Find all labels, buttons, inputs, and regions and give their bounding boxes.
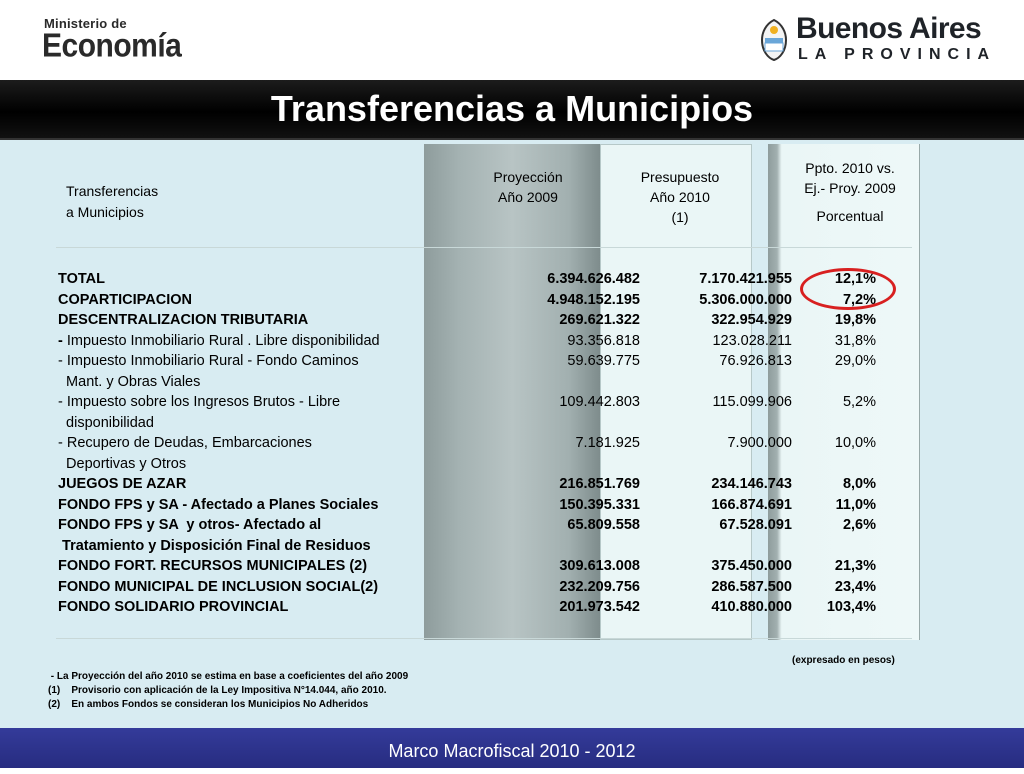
- row-value-proyeccion: 4.948.152.195: [547, 292, 640, 308]
- province-logo-subtitle: LA PROVINCIA: [798, 46, 997, 63]
- header-divider: [56, 247, 912, 248]
- row-value-proyeccion: 201.973.542: [559, 599, 640, 615]
- table-row: [58, 290, 878, 311]
- row-value-proyeccion: 59.639.775: [567, 353, 640, 369]
- row-label: - Recupero de Deudas, Embarcaciones: [58, 435, 312, 451]
- row-label-text: Impuesto Inmobiliario Rural . Libre disponibilidad: [66, 333, 380, 349]
- row-value-porcentual: 19,8%: [834, 312, 876, 328]
- row-label-continuation: Tratamiento y Disposición Final de Residuos: [58, 538, 371, 554]
- row-value-porcentual: 103,4%: [826, 599, 876, 615]
- footnote: (2) En ambos Fondos se consideran los Municipios No Adheridos: [48, 699, 369, 710]
- row-value-porcentual: 23,4%: [834, 579, 876, 595]
- table-bottom-divider: [56, 638, 912, 639]
- row-value-porcentual: 8,0%: [842, 476, 876, 492]
- highlight-circle: [800, 268, 896, 310]
- column-header-porcentual: [772, 158, 928, 226]
- row-value-porcentual: 12,1%: [834, 271, 876, 287]
- table-row: [58, 474, 878, 495]
- row-value-porcentual: 11,0%: [835, 497, 876, 513]
- header-line: Proyección: [493, 169, 563, 185]
- row-label-continuation: Deportivas y Otros: [58, 456, 187, 472]
- row-value-proyeccion: 109.442.803: [559, 394, 640, 410]
- row-value-proyeccion: 150.395.331: [559, 497, 640, 513]
- row-value-porcentual: 10,0%: [834, 435, 876, 451]
- row-value-porcentual: 29,0%: [834, 353, 876, 369]
- row-value-presupuesto: 76.926.813: [719, 353, 792, 369]
- header-line: Ej.- Proy. 2009: [804, 180, 896, 196]
- column-header-presupuesto: [610, 167, 750, 227]
- row-label: FONDO FPS y SA y otros- Afectado al: [58, 517, 322, 533]
- row-value-presupuesto: 322.954.929: [711, 312, 792, 328]
- header-line: Año 2010: [650, 189, 710, 205]
- row-label: [58, 331, 380, 352]
- header: [0, 0, 1024, 80]
- table-row: [58, 269, 878, 290]
- header-line: Año 2009: [498, 189, 558, 205]
- row-value-proyeccion: 216.851.769: [559, 476, 640, 492]
- row-label: - Impuesto sobre los Ingresos Brutos - Libre: [58, 394, 341, 410]
- table-row: [58, 310, 878, 331]
- row-label-continuation: Mant. y Obras Viales: [58, 374, 201, 390]
- row-value-porcentual: 2,6%: [842, 517, 876, 533]
- row-value-presupuesto: 286.587.500: [711, 579, 792, 595]
- row-label: TOTAL: [58, 271, 105, 287]
- table-row: [58, 597, 878, 618]
- row-label: - Impuesto Inmobiliario Rural - Fondo Caminos: [58, 353, 359, 369]
- row-value-proyeccion: 7.181.925: [575, 435, 640, 451]
- row-value-presupuesto: 7.900.000: [727, 435, 792, 451]
- table-row: [58, 454, 878, 475]
- row-label: JUEGOS DE AZAR: [58, 476, 187, 492]
- table-row: [58, 577, 878, 598]
- header-line: Porcentual: [816, 208, 884, 224]
- row-label: FONDO MUNICIPAL DE INCLUSION SOCIAL(2): [58, 579, 379, 595]
- currency-note: (expresado en pesos): [792, 655, 895, 666]
- header-line: Presupuesto: [640, 169, 720, 185]
- row-value-presupuesto: 410.880.000: [711, 599, 792, 615]
- footnote: (1) Provisorio con aplicación de la Ley Impositiva N°14.044, año 2010.: [48, 685, 387, 696]
- row-value-presupuesto: 375.450.000: [711, 558, 792, 574]
- row-label: DESCENTRALIZACION TRIBUTARIA: [58, 312, 309, 328]
- row-value-proyeccion: 269.621.322: [559, 312, 640, 328]
- title-bar: [0, 80, 1024, 140]
- table-row: [58, 331, 878, 352]
- footer-bar: [0, 728, 1024, 768]
- table-row: [58, 556, 878, 577]
- row-value-porcentual: 7,2%: [842, 292, 876, 308]
- table-row: [58, 392, 878, 413]
- row-label: FONDO FPS y SA - Afectado a Planes Sociales: [58, 497, 379, 513]
- province-logo: Buenos Aires: [796, 12, 982, 45]
- header-line: Ppto. 2010 vs.: [805, 160, 895, 176]
- column-header-proyeccion: [458, 167, 598, 207]
- row-value-porcentual: 31,8%: [834, 333, 876, 349]
- row-value-presupuesto: 234.146.743: [711, 476, 792, 492]
- row-value-proyeccion: 309.613.008: [559, 558, 640, 574]
- row-label: FONDO FORT. RECURSOS MUNICIPALES (2): [58, 558, 368, 574]
- row-value-presupuesto: 67.528.091: [719, 517, 792, 533]
- table-row: [58, 372, 878, 393]
- row-value-proyeccion: 93.356.818: [567, 333, 640, 349]
- row-value-presupuesto: 123.028.211: [712, 333, 792, 349]
- table-row: [58, 351, 878, 372]
- row-value-proyeccion: 65.809.558: [567, 517, 640, 533]
- row-value-porcentual: 5,2%: [842, 394, 876, 410]
- row-label-prefix: -: [58, 333, 67, 349]
- row-value-presupuesto: 5.306.000.000: [699, 292, 792, 308]
- header-line: (1): [671, 209, 689, 225]
- footnotes: [48, 670, 408, 712]
- footer-text: Marco Macrofiscal 2010 - 2012: [388, 741, 636, 761]
- label-header-line: Transferencias: [66, 183, 159, 199]
- table-row: [58, 433, 878, 454]
- row-value-porcentual: 21,3%: [834, 558, 876, 574]
- province-seal-icon: [760, 18, 788, 62]
- table-row: [58, 536, 878, 557]
- row-value-proyeccion: 6.394.626.482: [547, 271, 640, 287]
- row-label: COPARTICIPACION: [58, 292, 192, 308]
- row-value-proyeccion: 232.209.756: [559, 579, 640, 595]
- label-header-line: a Municipios: [66, 204, 144, 220]
- table-row: [58, 495, 878, 516]
- row-label-continuation: disponibilidad: [58, 415, 154, 431]
- table-row: [58, 413, 878, 434]
- row-value-presupuesto: 166.874.691: [711, 497, 792, 513]
- ministry-logo-small: Ministerio de: [44, 16, 127, 31]
- table-label-header: [66, 181, 158, 223]
- row-value-presupuesto: 115.099.906: [712, 394, 792, 410]
- footnote: - La Proyección del año 2010 se estima en base a coeficientes del año 2009: [48, 671, 409, 682]
- ministry-logo: Economía: [42, 28, 182, 65]
- row-value-presupuesto: 7.170.421.955: [699, 271, 792, 287]
- table-row: [58, 515, 878, 536]
- row-label: FONDO SOLIDARIO PROVINCIAL: [58, 599, 289, 615]
- page-title: Transferencias a Municipios: [270, 88, 754, 129]
